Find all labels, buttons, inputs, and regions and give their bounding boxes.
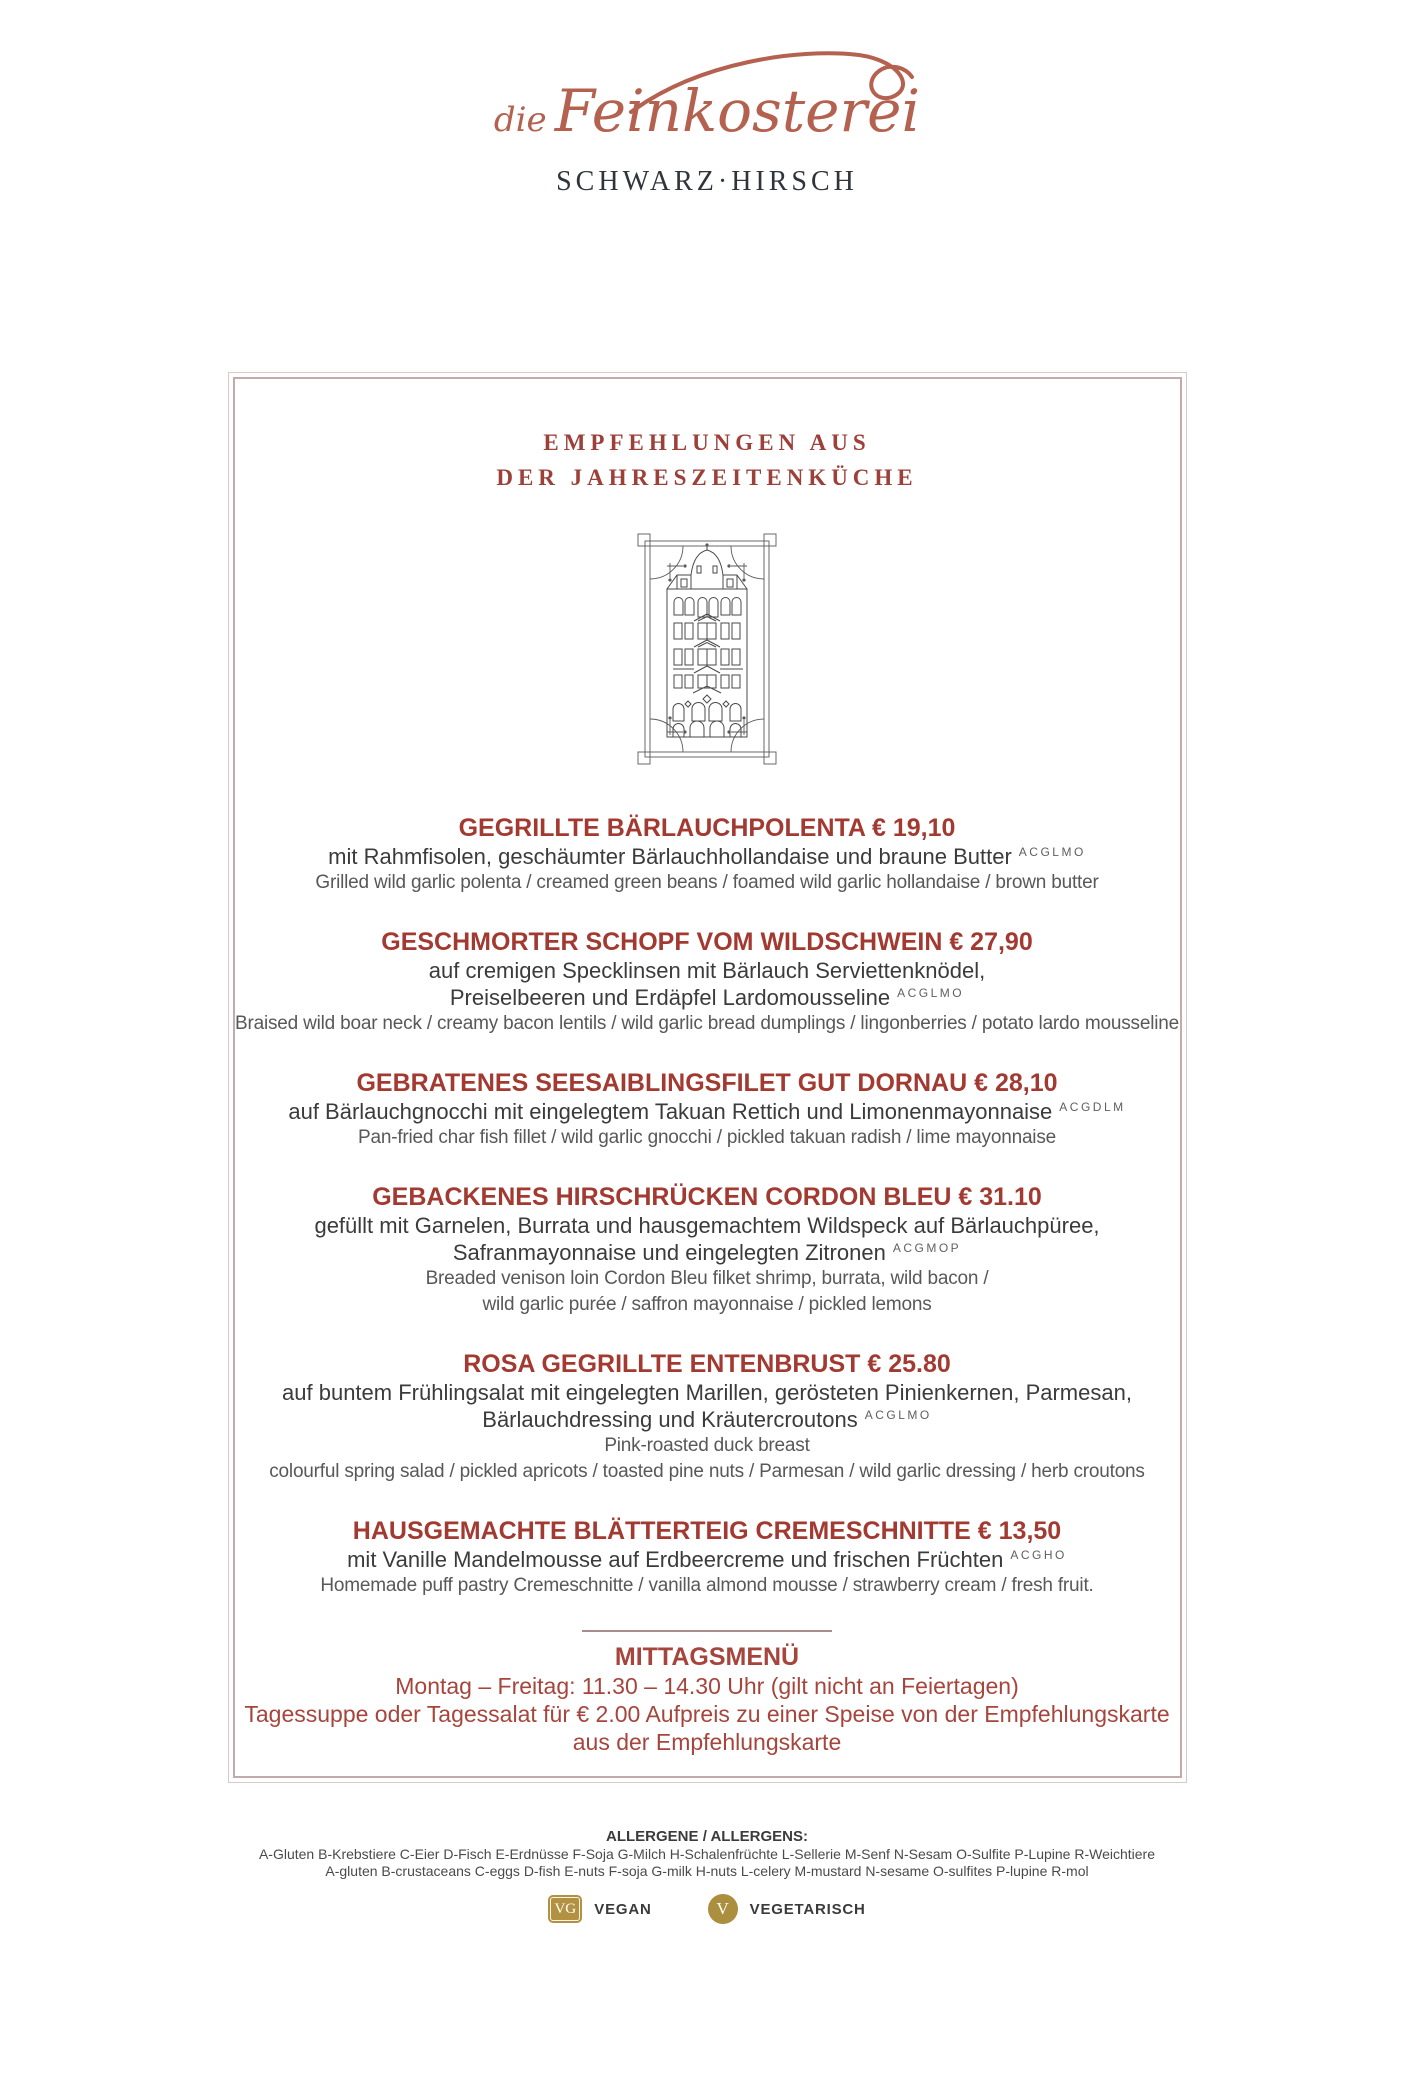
item-description-en: Braised wild boar neck / creamy bacon lentils / wild garlic bread dumplings / lingonberries / potato lardo mousseline xyxy=(235,1013,1179,1034)
item-description-en: Breaded venison loin Cordon Bleu filket shrimp, burrata, wild bacon / xyxy=(425,1268,989,1289)
item-description-de xyxy=(235,1239,1180,1266)
item-description-de xyxy=(235,984,1180,1011)
allergen-codes: ACGLMO xyxy=(1018,845,1086,859)
item-title: GESCHMORTER SCHOPF VOM WILDSCHWEIN € 27,90 xyxy=(381,928,1033,956)
item-description-en: wild garlic purée / saffron mayonnaise / pickled lemons xyxy=(482,1294,932,1315)
item-description-de xyxy=(235,843,1180,870)
item-de-text: mit Rahmfisolen, geschäumter Bärlauchhollandaise und braune Butter xyxy=(328,844,1012,869)
menu-item xyxy=(235,1349,1180,1485)
section-heading-line2: DER JAHRESZEITENKÜCHE xyxy=(496,465,918,490)
item-title: GEGRILLTE BÄRLAUCHPOLENTA € 19,10 xyxy=(458,814,956,842)
item-title: GEBRATENES SEESAIBLINGSFILET GUT DORNAU € 28,10 xyxy=(356,1069,1058,1097)
menu-item xyxy=(235,813,1180,896)
menu-item xyxy=(235,1182,1180,1318)
item-de-text: mit Vanille Mandelmousse auf Erdbeercreme und frischen Früchten xyxy=(347,1547,1004,1572)
allergens-footer xyxy=(0,1827,1414,1924)
logo-flourish-icon xyxy=(629,46,929,116)
logo-name: Feinkosterei xyxy=(554,77,921,145)
vegetarian-badge xyxy=(708,1894,866,1924)
menu-item xyxy=(235,1516,1180,1599)
allergens-de: A-Gluten B-Krebstiere C-Eier D-Fisch E-Erdnüsse F-Soja G-Milch H-Schalenfrüchte L-Sellerie M-Senf N-Sesam O-Sulfite P-Lupine R-Weichtiere xyxy=(258,1846,1156,1862)
lunch-offer-2: aus der Empfehlungskarte xyxy=(572,1729,842,1755)
allergen-codes: ACGLMO xyxy=(864,1408,932,1422)
section-heading-line1: EMPFEHLUNGEN AUS xyxy=(543,430,871,455)
lunch-section xyxy=(235,1630,1180,1756)
item-description-en: Homemade puff pastry Cremeschnitte / vanilla almond mousse / strawberry cream / fresh fruit. xyxy=(320,1575,1094,1596)
diet-badges xyxy=(0,1894,1414,1924)
item-description-de xyxy=(235,1098,1180,1125)
item-title: HAUSGEMACHTE BLÄTTERTEIG CREMESCHNITTE € 13,50 xyxy=(352,1517,1062,1545)
item-de-text: auf Bärlauchgnocchi mit eingelegtem Takuan Rettich und Limonenmayonnaise xyxy=(288,1099,1053,1124)
vegan-badge xyxy=(548,1895,651,1923)
menu-items xyxy=(235,813,1180,1599)
item-description-de: gefüllt mit Garnelen, Burrata und hausgemachtem Wildspeck auf Bärlauchpüree, xyxy=(314,1213,1100,1238)
menu-box-inner xyxy=(233,377,1182,1778)
item-description-en: Pink-roasted duck breast xyxy=(604,1435,810,1456)
item-title: ROSA GEGRILLTE ENTENBRUST € 25.80 xyxy=(463,1350,951,1378)
item-title: GEBACKENES HIRSCHRÜCKEN CORDON BLEU € 31.10 xyxy=(372,1183,1042,1211)
item-description-de: auf cremigen Specklinsen mit Bärlauch Serviettenknödel, xyxy=(428,958,986,983)
vegan-icon-text: VG xyxy=(554,1900,577,1917)
section-heading xyxy=(235,425,1180,495)
vegan-label: VEGAN xyxy=(594,1900,652,1918)
allergen-codes: ACGMOP xyxy=(892,1241,962,1255)
allergen-codes: ACGDLM xyxy=(1059,1100,1126,1114)
lunch-divider xyxy=(582,1630,832,1632)
allergens-title: ALLERGENE / ALLERGENS: xyxy=(606,1828,808,1845)
item-description-en: colourful spring salad / pickled apricots / toasted pine nuts / Parmesan / wild garlic dressing / herb croutons xyxy=(269,1461,1145,1482)
allergens-en: A-gluten B-crustaceans C-eggs D-fish E-nuts F-soja G-milk H-nuts L-celery M-mustard N-sesame O-sulfites P-lupine R-mol xyxy=(325,1863,1089,1879)
restaurant-logo xyxy=(0,76,1414,199)
item-description-en: Pan-fried char fish fillet / wild garlic gnocchi / pickled takuan radish / lime mayonnaise xyxy=(358,1127,1056,1148)
item-de-text: Preiselbeeren und Erdäpfel Lardomousseline xyxy=(449,985,891,1010)
item-description-de xyxy=(235,1406,1180,1433)
vegetarian-label: VEGETARISCH xyxy=(749,1900,866,1918)
allergen-codes: ACGLMO xyxy=(897,986,965,1000)
lunch-hours: Montag – Freitag: 11.30 – 14.30 Uhr (gilt nicht an Feiertagen) xyxy=(395,1673,1019,1699)
item-description-de: auf buntem Frühlingsalat mit eingelegten Marillen, gerösteten Pinienkernen, Parmesan, xyxy=(282,1380,1132,1405)
lunch-title: MITTAGSMENÜ xyxy=(614,1643,800,1671)
vegan-icon xyxy=(548,1895,582,1923)
building-line-art-icon xyxy=(637,533,777,765)
building-illustration xyxy=(235,533,1180,765)
allergen-codes: ACGHO xyxy=(1010,1548,1067,1562)
logo-die: die xyxy=(493,100,547,140)
vegetarian-icon xyxy=(708,1894,738,1924)
vegetarian-icon-text: V xyxy=(716,1899,729,1918)
menu-box xyxy=(228,372,1187,1783)
logo-subtitle: SCHWARZ·HIRSCH xyxy=(556,166,858,197)
menu-item xyxy=(235,1068,1180,1151)
lunch-offer: Tagessuppe oder Tagessalat für € 2.00 Aufpreis zu einer Speise von der Empfehlungskarte xyxy=(244,1701,1170,1727)
menu-item xyxy=(235,927,1180,1037)
item-description-de xyxy=(235,1546,1180,1573)
item-de-text: Bärlauchdressing und Kräutercroutons xyxy=(482,1407,858,1432)
item-de-text: Safranmayonnaise und eingelegten Zitronen xyxy=(452,1240,886,1265)
item-description-en: Grilled wild garlic polenta / creamed green beans / foamed wild garlic hollandaise / brown butter xyxy=(315,872,1099,893)
